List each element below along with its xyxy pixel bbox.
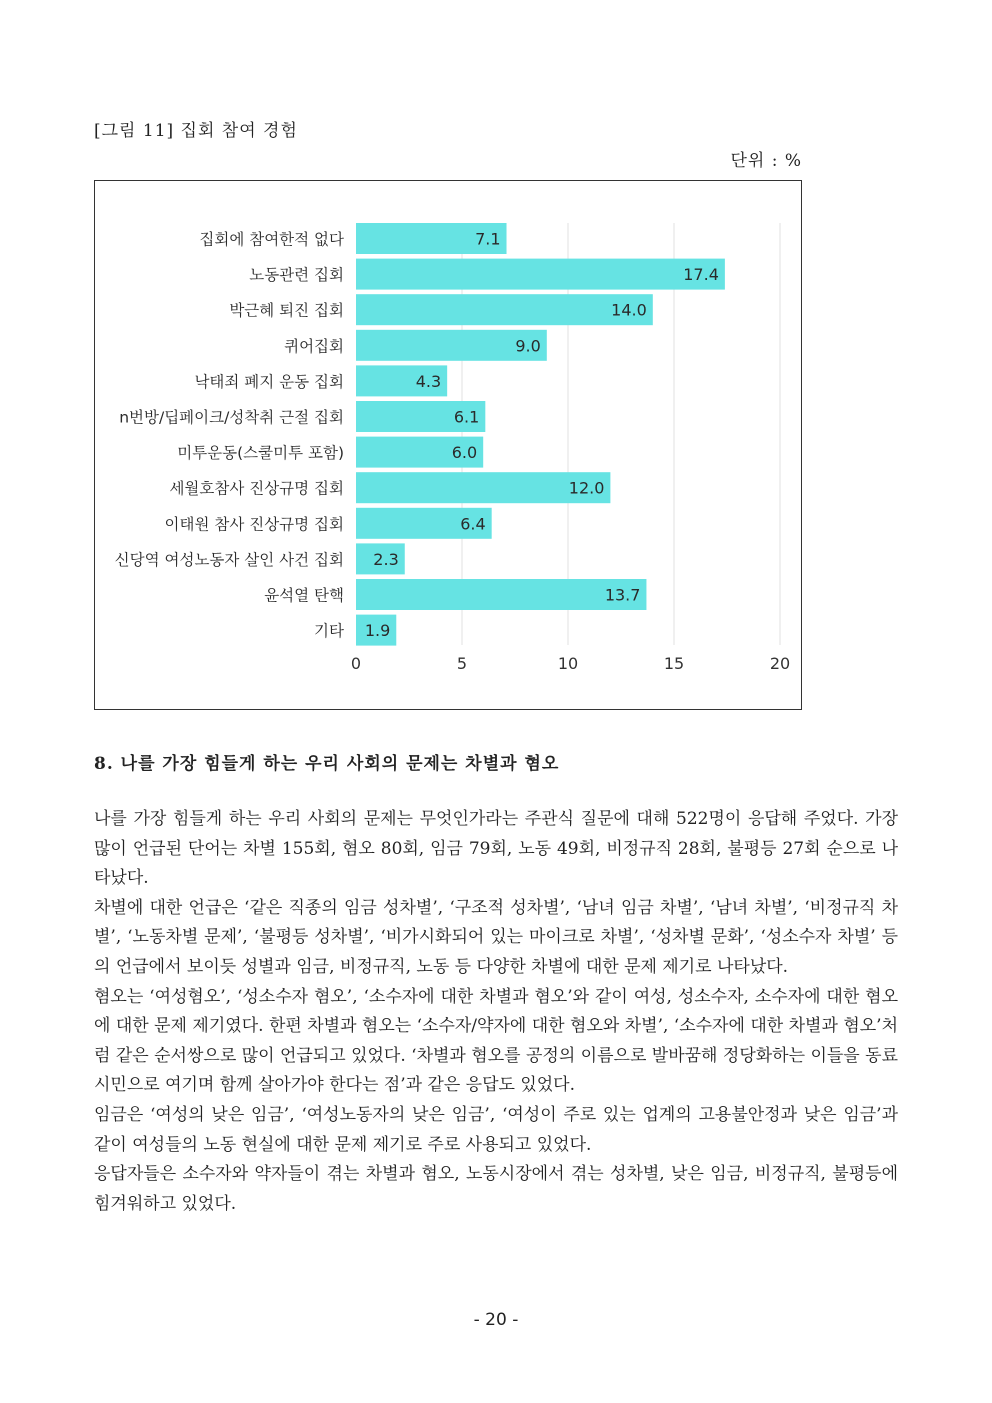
category-label: 이태원 참사 진상규명 집회 [164,515,344,534]
category-label: 윤석열 탄핵 [264,586,344,605]
chart-frame [94,180,802,710]
paragraph: 차별에 대한 언급은 ‘같은 직종의 임금 성차별’, ‘구조적 성차별’, ‘남녀 임금 차별’, ‘남녀 차별’, ‘비정규직 차별’, ‘노동차별 문제’, ‘불평등 성차별’, ‘비가시화되어 있는 마이크로 차별’, ‘성차별 문화’, ‘성소수자 차별’ 등의 언급에서 보이듯 성별과 임금, 비정규직, 노동 등 다양한 차별에 대한 문제 제기로 나타났다. [94,897,898,977]
bar-value-label: 7.1 [475,229,501,249]
bar-value-label: 6.0 [451,443,478,463]
bar [356,294,653,325]
category-label: 기타 [314,622,344,641]
bar-chart [95,181,801,709]
bar [356,259,725,290]
bar-value-label: 6.1 [453,407,480,427]
bar-value-label: 17.4 [683,265,719,285]
bar-value-label: 13.7 [604,585,641,605]
unit-label: 단위 : % [730,151,802,171]
x-tick-label: 5 [456,654,468,673]
bar-value-label: 12.0 [568,478,605,498]
bar-value-label: 9.0 [515,336,541,356]
category-label: n번방/딥페이크/성착취 근절 집회 [119,408,344,427]
bar [356,579,646,610]
section-heading: 8. 나를 가장 힘들게 하는 우리 사회의 문제는 차별과 혐오 [94,754,560,774]
paragraph: 혐오는 ‘여성혐오’, ‘성소수자 혐오’, ‘소수자에 대한 차별과 혐오’와 같이 여성, 성소수자, 소수자에 대한 혐오에 대한 문제 제기였다. 한편 차별과 혐오는 ‘소수자/약자에 대한 혐오와 차별’, ‘소수자에 대한 차별과 혐오’처럼 같은 순서쌍으로 많이 언급되고 있었다. ‘차별과 혐오를 공정의 이름으로 발바꿈해 정당화하는 이들을 동료 시민으로 여기며 함께 살아가야 한다는 점’과 같은 응답도 있었다. [94,986,898,1096]
x-tick-label: 0 [350,654,362,673]
paragraph: 임금은 ‘여성의 낮은 임금’, ‘여성노동자의 낮은 임금’, ‘여성이 주로 있는 업계의 고용불안정과 낮은 임금’과 같이 여성들의 노동 현실에 대한 문제 제기로 주로 사용되고 있었다. [94,1104,898,1155]
category-label: 미투운동(스쿨미투 포함) [177,444,344,463]
x-tick-label: 10 [557,654,579,673]
category-label: 낙태죄 폐지 운동 집회 [194,372,344,391]
category-label: 세월호참사 진상규명 집회 [169,479,344,498]
x-tick-label: 20 [769,654,791,673]
category-label: 신당역 여성노동자 살인 사건 집회 [114,550,344,569]
bar-value-label: 14.0 [611,300,647,320]
paragraph: 응답자들은 소수자와 약자들이 겪는 차별과 혐오, 노동시장에서 겪는 성차별, 낮은 임금, 비정규직, 불평등에 힘겨워하고 있었다. [94,1164,898,1214]
paragraph: 나를 가장 힘들게 하는 우리 사회의 문제는 무엇인가라는 주관식 질문에 대해 522명이 응답해 주었다. 가장 많이 언급된 단어는 차별 155회, 혐오 80회, 임금 79회, 노동 49회, 비정규직 28회, 불평등 27회 순으로 나타났다. [94,809,898,889]
body-text [94,805,898,1219]
bar-value-label: 6.4 [460,514,486,534]
bar-value-label: 4.3 [415,371,442,391]
category-label: 집회에 참여한적 없다 [199,230,344,249]
category-label: 노동관련 집회 [249,266,344,285]
category-label: 박근혜 퇴진 집회 [229,301,344,320]
category-label: 퀴어집회 [284,337,344,356]
bar-value-label: 2.3 [373,549,399,569]
bar-value-label: 1.9 [364,621,391,641]
figure-title: [그림 11] 집회 참여 경험 [94,121,298,141]
x-tick-label: 15 [663,654,685,673]
page-number: - 20 - [473,1310,519,1330]
